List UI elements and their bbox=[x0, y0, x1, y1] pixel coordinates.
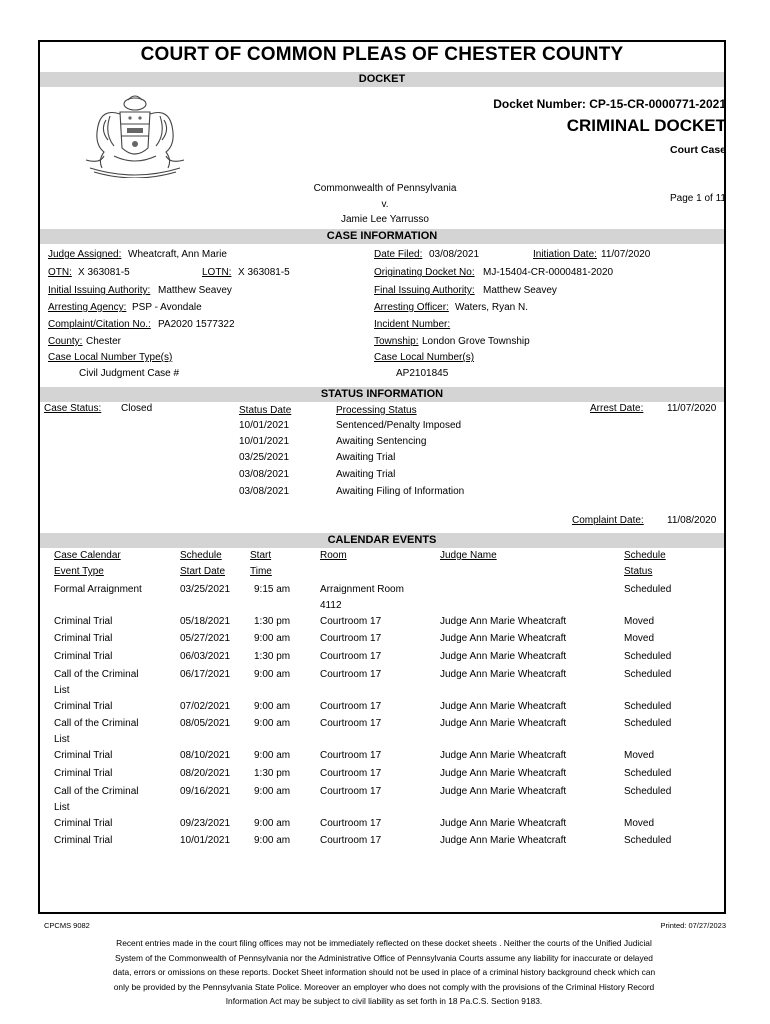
start-time: 9:00 am bbox=[254, 818, 291, 829]
calendar-events-band: CALENDAR EVENTS bbox=[40, 533, 724, 548]
schedule-status: Scheduled bbox=[624, 835, 672, 846]
processing-status-header: Processing Status bbox=[336, 405, 417, 416]
schedule-status: Scheduled bbox=[624, 651, 672, 662]
judge-name: Judge Ann Marie Wheatcraft bbox=[440, 768, 567, 779]
arresting-officer-label: Arresting Officer: bbox=[374, 302, 449, 313]
judge-name: Judge Ann Marie Wheatcraft bbox=[440, 633, 567, 644]
event-type: Call of the Criminal bbox=[54, 786, 139, 797]
docket-band: DOCKET bbox=[40, 72, 724, 87]
final-issuing-value: Matthew Seavey bbox=[483, 285, 557, 296]
lotn-value: X 363081-5 bbox=[238, 267, 290, 278]
judge-name: Judge Ann Marie Wheatcraft bbox=[440, 616, 567, 627]
status-row-status: Awaiting Filing of Information bbox=[336, 486, 465, 497]
room: Courtroom 17 bbox=[320, 750, 382, 761]
room-continued: 4112 bbox=[320, 600, 342, 611]
date-filed-label: Date Filed: bbox=[374, 249, 423, 260]
schedule-status: Scheduled bbox=[624, 669, 672, 680]
originating-docket-label: Originating Docket No: bbox=[374, 267, 475, 278]
status-row-date: 10/01/2021 bbox=[239, 436, 290, 447]
start-date: 08/05/2021 bbox=[180, 718, 231, 729]
initiation-date-value: 11/07/2020 bbox=[601, 249, 651, 260]
case-local-number-label: Case Local Number(s) bbox=[374, 352, 475, 363]
disclaimer-line: data, errors or omissions on these reports. Docket Sheet information should not be used in place of a criminal history background check which can bbox=[112, 967, 656, 978]
caption-line3: Jamie Lee Yarrusso bbox=[340, 214, 429, 225]
event-type: Criminal Trial bbox=[54, 768, 113, 779]
event-type: Criminal Trial bbox=[54, 750, 113, 761]
judge-assigned-value: Wheatcraft, Ann Marie bbox=[128, 249, 227, 260]
initiation-date-label: Initiation Date: bbox=[533, 249, 597, 260]
schedule-status: Scheduled bbox=[624, 718, 672, 729]
start-time: 9:15 am bbox=[254, 584, 291, 595]
room: Arraignment Room bbox=[320, 584, 404, 595]
lotn-label: LOTN: bbox=[202, 267, 232, 278]
disclaimer-line: only be provided by the Pennsylvania State Police. Moreover an employer who does not comply with the provisions of the Criminal History Record bbox=[113, 981, 655, 992]
complaint-citation-value: PA2020 1577322 bbox=[158, 319, 235, 330]
date-filed-value: 03/08/2021 bbox=[429, 249, 480, 260]
status-row-date: 03/08/2021 bbox=[239, 469, 290, 480]
header-event-type-1: Case Calendar bbox=[54, 550, 121, 561]
start-time: 1:30 pm bbox=[254, 651, 291, 662]
start-time: 9:00 am bbox=[254, 835, 291, 846]
start-time: 9:00 am bbox=[254, 701, 291, 712]
start-date: 03/25/2021 bbox=[180, 584, 231, 595]
judge-name: Judge Ann Marie Wheatcraft bbox=[440, 651, 567, 662]
event-type: Call of the Criminal bbox=[54, 669, 139, 680]
start-date: 08/20/2021 bbox=[180, 768, 231, 779]
status-row-date: 10/01/2021 bbox=[239, 420, 290, 431]
start-time: 9:00 am bbox=[254, 750, 291, 761]
event-type-continued: List bbox=[54, 685, 70, 696]
disclaimer-line: System of the Commonwealth of Pennsylvania nor the Administrative Office of Pennsylvania Courts assume any liability for inaccurate or delayed bbox=[115, 952, 653, 963]
event-type: Call of the Criminal bbox=[54, 718, 139, 729]
caption-line1: Commonwealth of Pennsylvania bbox=[313, 183, 457, 194]
complaint-date-label: Complaint Date: bbox=[572, 515, 644, 526]
header-judge: Judge Name bbox=[440, 550, 497, 561]
event-type: Criminal Trial bbox=[54, 701, 113, 712]
header-start-time-1: Start bbox=[250, 550, 272, 561]
schedule-status: Moved bbox=[624, 633, 655, 644]
complaint-citation-label: Complaint/Citation No.: bbox=[48, 319, 151, 330]
start-time: 1:30 pm bbox=[254, 768, 291, 779]
county-value: Chester bbox=[86, 336, 122, 347]
header-start-time-2: Time bbox=[250, 566, 272, 577]
case-information-band: CASE INFORMATION bbox=[40, 229, 724, 244]
start-time: 9:00 am bbox=[254, 669, 291, 680]
disclaimer-line: Recent entries made in the court filing offices may not be immediately reflected on these docket sheets . Neither the courts of the Unified Judicial bbox=[116, 938, 652, 948]
judge-name: Judge Ann Marie Wheatcraft bbox=[440, 701, 567, 712]
case-local-number-value: AP2101845 bbox=[396, 368, 449, 379]
schedule-status: Scheduled bbox=[624, 701, 672, 712]
judge-assigned-label: Judge Assigned: bbox=[48, 249, 122, 260]
event-type: Criminal Trial bbox=[54, 651, 113, 662]
header-start-date-2: Start Date bbox=[180, 566, 226, 577]
status-row-status: Awaiting Sentencing bbox=[336, 436, 427, 447]
status-row-date: 03/08/2021 bbox=[239, 486, 290, 497]
schedule-status: Scheduled bbox=[624, 584, 672, 595]
docket-number: Docket Number: CP-15-CR-0000771-2021 bbox=[493, 97, 726, 111]
start-time: 9:00 am bbox=[254, 718, 291, 729]
status-row-status: Sentenced/Penalty Imposed bbox=[336, 420, 462, 431]
header-status-2: Status bbox=[624, 566, 653, 577]
room: Courtroom 17 bbox=[320, 786, 382, 797]
case-local-type-value: Civil Judgment Case # bbox=[79, 368, 180, 379]
event-type-continued: List bbox=[54, 802, 70, 813]
start-date: 05/18/2021 bbox=[180, 616, 231, 627]
status-information-band: STATUS INFORMATION bbox=[40, 387, 724, 402]
room: Courtroom 17 bbox=[320, 701, 382, 712]
status-row-status: Awaiting Trial bbox=[336, 469, 396, 480]
case-status-label: Case Status: bbox=[44, 403, 102, 414]
event-type-continued: List bbox=[54, 734, 70, 745]
header-status-1: Schedule bbox=[624, 550, 666, 561]
arresting-officer-value: Waters, Ryan N. bbox=[455, 302, 528, 313]
township-label: Township: bbox=[374, 336, 419, 347]
page-info: Page 1 of 11 bbox=[670, 193, 726, 204]
start-time: 9:00 am bbox=[254, 633, 291, 644]
header-start-date-1: Schedule bbox=[180, 550, 222, 561]
start-date: 09/23/2021 bbox=[180, 818, 231, 829]
room: Courtroom 17 bbox=[320, 669, 382, 680]
judge-name: Judge Ann Marie Wheatcraft bbox=[440, 669, 567, 680]
schedule-status: Moved bbox=[624, 616, 655, 627]
start-time: 9:00 am bbox=[254, 786, 291, 797]
initial-issuing-label: Initial Issuing Authority: bbox=[48, 285, 151, 296]
judge-name: Judge Ann Marie Wheatcraft bbox=[440, 718, 567, 729]
start-date: 07/02/2021 bbox=[180, 701, 231, 712]
docket-type: CRIMINAL DOCKET bbox=[566, 116, 726, 135]
room: Courtroom 17 bbox=[320, 835, 382, 846]
county-label: County: bbox=[48, 336, 83, 347]
start-time: 1:30 pm bbox=[254, 616, 291, 627]
judge-name: Judge Ann Marie Wheatcraft bbox=[440, 818, 567, 829]
schedule-status: Scheduled bbox=[624, 768, 672, 779]
event-type: Criminal Trial bbox=[54, 616, 113, 627]
start-date: 10/01/2021 bbox=[180, 835, 231, 846]
judge-name: Judge Ann Marie Wheatcraft bbox=[440, 835, 567, 846]
court-title: COURT OF COMMON PLEAS OF CHESTER COUNTY bbox=[140, 44, 624, 65]
start-date: 09/16/2021 bbox=[180, 786, 231, 797]
judge-name: Judge Ann Marie Wheatcraft bbox=[440, 786, 567, 797]
header-event-type-2: Event Type bbox=[54, 566, 104, 577]
event-type: Criminal Trial bbox=[54, 835, 113, 846]
room: Courtroom 17 bbox=[320, 768, 382, 779]
start-date: 08/10/2021 bbox=[180, 750, 231, 761]
final-issuing-label: Final Issuing Authority: bbox=[374, 285, 475, 296]
case-status-value: Closed bbox=[121, 403, 153, 414]
form-id: CPCMS 9082 bbox=[44, 921, 90, 930]
start-date: 05/27/2021 bbox=[180, 633, 231, 644]
schedule-status: Moved bbox=[624, 818, 655, 829]
arrest-date-label: Arrest Date: bbox=[590, 403, 644, 414]
room: Courtroom 17 bbox=[320, 718, 382, 729]
printed-date: Printed: 07/27/2023 bbox=[660, 921, 726, 930]
start-date: 06/03/2021 bbox=[180, 651, 231, 662]
court-case-label: Court Case bbox=[669, 144, 726, 156]
room: Courtroom 17 bbox=[320, 633, 382, 644]
event-type: Criminal Trial bbox=[54, 818, 113, 829]
schedule-status: Scheduled bbox=[624, 786, 672, 797]
arresting-agency-value: PSP - Avondale bbox=[132, 302, 202, 313]
caption-line2: v. bbox=[381, 199, 389, 210]
township-value: London Grove Township bbox=[422, 336, 530, 347]
status-row-status: Awaiting Trial bbox=[336, 452, 396, 463]
header-room: Room bbox=[320, 550, 347, 561]
otn-label: OTN: bbox=[48, 267, 72, 278]
event-type: Criminal Trial bbox=[54, 633, 113, 644]
case-local-type-label: Case Local Number Type(s) bbox=[48, 352, 173, 363]
start-date: 06/17/2021 bbox=[180, 669, 231, 680]
otn-value: X 363081-5 bbox=[78, 267, 130, 278]
initial-issuing-value: Matthew Seavey bbox=[158, 285, 232, 296]
status-row-date: 03/25/2021 bbox=[239, 452, 290, 463]
coat-of-arms-seal-icon bbox=[80, 94, 190, 178]
originating-docket-value: MJ-15404-CR-0000481-2020 bbox=[483, 267, 614, 278]
arresting-agency-label: Arresting Agency: bbox=[48, 302, 127, 313]
room: Courtroom 17 bbox=[320, 651, 382, 662]
schedule-status: Moved bbox=[624, 750, 655, 761]
room: Courtroom 17 bbox=[320, 818, 382, 829]
disclaimer bbox=[80, 936, 688, 1009]
incident-number-label: Incident Number: bbox=[374, 319, 451, 330]
room: Courtroom 17 bbox=[320, 616, 382, 627]
complaint-date-value: 11/08/2020 bbox=[667, 515, 717, 526]
disclaimer-line: Information Act may be subject to civil liability as set forth in 18 Pa.C.S. Section 9183. bbox=[225, 996, 543, 1007]
event-type: Formal Arraignment bbox=[54, 584, 142, 595]
arrest-date-value: 11/07/2020 bbox=[667, 403, 717, 414]
status-date-header: Status Date bbox=[239, 405, 292, 416]
judge-name: Judge Ann Marie Wheatcraft bbox=[440, 750, 567, 761]
